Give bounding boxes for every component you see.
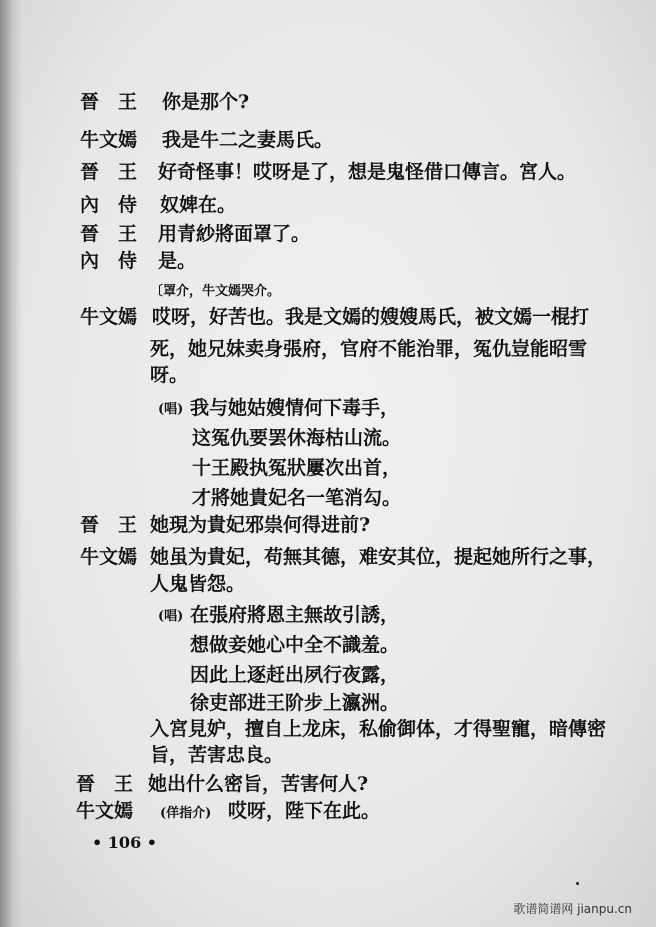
site-watermark: 歌谱简谱网 jianpu.cn [513, 902, 632, 916]
speaker-name: 牛文嫣 [80, 546, 138, 568]
sing-marker: (唱) [158, 402, 184, 417]
page-spine-shadow [0, 0, 22, 927]
stage-direction: (佯指介) [160, 806, 212, 821]
song-text: 因此上逐赶出夙行夜露， [190, 664, 400, 686]
speaker-name: 牛文嫣 [76, 800, 134, 822]
dialogue-text: 人鬼皆怨。 [150, 573, 246, 595]
dialogue-text: 呀。 [150, 364, 189, 386]
song-text: 我与她姑嫂情何下毒手， [190, 397, 400, 419]
speaker-name: 牛文嫣 [80, 306, 138, 328]
speaker-name: 牛文嫣 [80, 129, 138, 151]
song-text: 才將她貴妃名一笔消勾。 [192, 487, 402, 509]
speaker-name: 晉 王 [80, 161, 138, 183]
dialogue-text: 好奇怪事！哎呀是了，想是鬼怪借口傳言。宮人。 [158, 161, 577, 183]
dialogue-text: 旨，苦害忠良。 [150, 744, 284, 766]
song-text: 这冤仇要罢休海枯山流。 [192, 427, 402, 449]
print-speck [576, 882, 579, 885]
dialogue-text: 是。 [158, 250, 197, 272]
dialogue-text: 她現为貴妃邪祟何得进前? [150, 514, 371, 536]
speaker-name: 晉 王 [80, 514, 138, 536]
page-number: • 106 • [92, 833, 157, 852]
song-text: 十王殿执冤狀屢次出首， [192, 457, 402, 479]
dialogue-text: 我是牛二之妻馬氏。 [162, 129, 334, 151]
speaker-name: 內 侍 [80, 194, 138, 216]
speaker-name: 內 侍 [80, 250, 138, 272]
sing-marker: (唱) [158, 609, 184, 624]
stage-direction: 〔罩介，牛文嫣哭介。 [150, 284, 281, 299]
dialogue-text: 她虽为貴妃，苟無其德，难安其位，提起她所行之事， [150, 546, 607, 568]
song-text: 徐吏部进王阶步上瀛洲。 [190, 692, 400, 714]
dialogue-text: 哎呀，陛下在此。 [228, 800, 381, 822]
song-text: 想做妾她心中全不識羞。 [190, 634, 400, 656]
dialogue-text: 她出什么密旨，苦害何人? [148, 773, 369, 795]
dialogue-text: 哎呀，好苦也。我是文嫣的嫂嫂馬氏，被文嫣一棍打 [152, 306, 590, 328]
song-text: 在張府將恩主無故引誘， [190, 604, 400, 626]
dialogue-text: 用青紗將面罩了。 [158, 223, 311, 245]
speaker-name: 晉 王 [76, 773, 134, 795]
dialogue-text: 你是那个? [162, 91, 250, 113]
speaker-name: 晉 王 [80, 91, 138, 113]
speaker-name: 晉 王 [80, 223, 138, 245]
dialogue-text: 奴婢在。 [160, 194, 237, 216]
dialogue-text: 入宮見妒，擅自上龙床，私偷御体，才得聖寵，暗傳密 [150, 718, 607, 740]
dialogue-text: 死，她兄妹卖身張府，官府不能治罪，冤仇豈能昭雪 [150, 338, 588, 360]
